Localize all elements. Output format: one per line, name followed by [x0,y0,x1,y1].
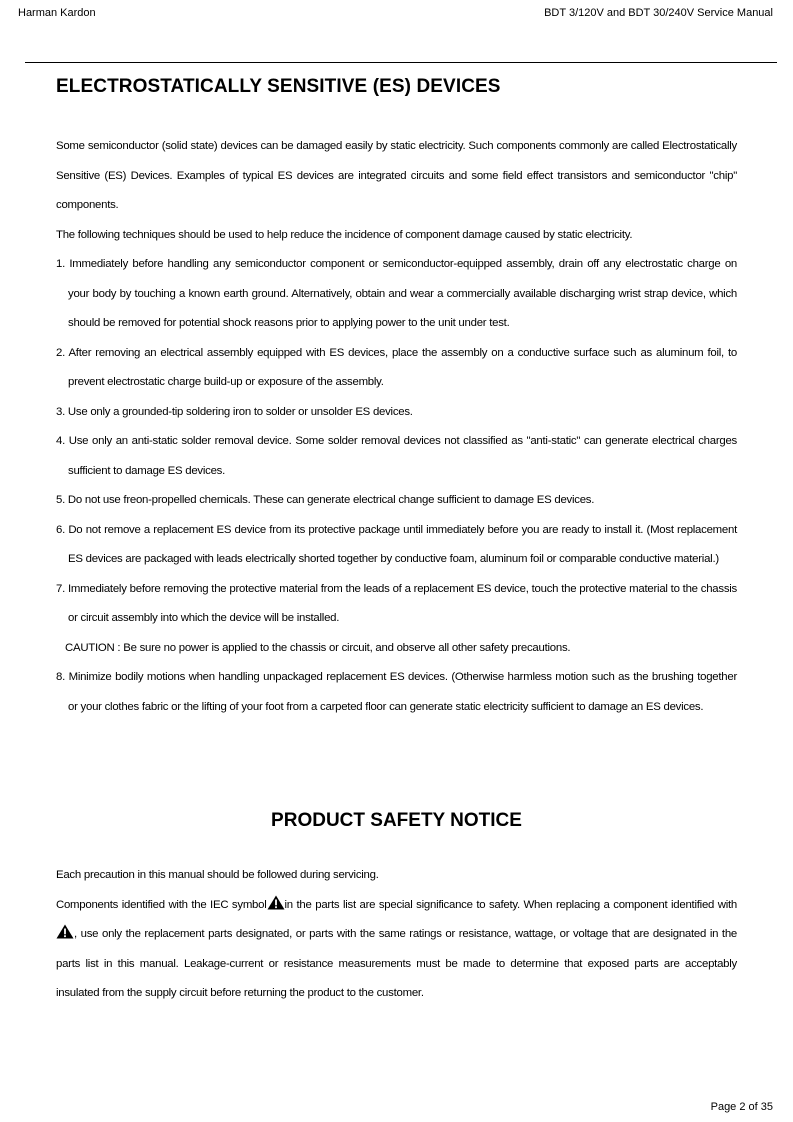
safety-components-paragraph [56,891,737,1009]
es-techniques-intro: The following techniques should be used to help reduce the incidence of component damage caused by static electricity. [56,228,633,241]
es-item-4 [56,427,737,486]
item-text: Immediately before handling any semiconductor component or semiconductor-equipped assembly, drain off any electrostatic charge on your body by touching a known earth ground. Alternatively, obtain and wear a commercially available discharging wrist strap device, which should be removed for potential shock reasons prior to applying power to the unit under test. [68,258,737,329]
components-text-c: , use only the replacement parts designated, or parts with the same ratings or resistance, wattage, or voltage that are designated in the parts list in this manual. Leakage-current or resistance measurements must be made to determine that exposed parts are acceptably insulated from the supply circuit before returning the product to the customer. [56,928,737,999]
header-document-title: BDT 3/120V and BDT 30/240V Service Manual [544,7,773,19]
es-item-7 [56,575,737,634]
item-text: Minimize bodily motions when handling unpackaged replacement ES devices. (Otherwise harmless motion such as the brushing together or your clothes fabric or the lifting of your foot from a carpeted floor can generate static electricity sufficient to damage an ES devices. [68,671,737,713]
es-item-6 [56,516,737,575]
es-section-body [56,132,737,722]
es-item-8 [56,663,737,722]
item-number: 8. [56,671,65,683]
item-number: 3. [56,405,65,418]
es-item-2 [56,339,737,398]
safety-section-body [56,861,737,1009]
item-text: Do not use freon-propelled chemicals. These can generate electrical change sufficient to damage ES devices. [67,494,595,506]
es-item-3 [56,398,737,428]
item-text: Do not remove a replacement ES device from its protective package until immediately before you are ready to install it. (Most replacement ES devices are packaged with leads electrically shorted together by conductive foam, aluminum foil or comparable conductive material.) [68,523,737,565]
components-text-a: Components identified with the IEC symbol [56,898,267,911]
item-number: 6. [56,523,65,536]
header-divider [25,62,777,63]
item-number: 7. [56,582,65,595]
caution-note: CAUTION : Be sure no power is applied to the chassis or circuit, and observe all other safety precautions. [65,641,571,654]
item-number: 5. [56,494,65,506]
es-item-1 [56,250,737,339]
header-brand: Harman Kardon [18,7,96,19]
warning-triangle-icon [56,924,74,939]
es-item-5 [56,486,737,516]
item-text: Immediately before removing the protective material from the leads of a replacement ES device, touch the protective material to the chassis or circuit assembly into which the device will be installed. [68,582,737,624]
page-number: Page 2 of 35 [710,1101,773,1113]
item-number: 4. [56,435,65,447]
safety-section-title: PRODUCT SAFETY NOTICE [271,810,522,831]
item-number: 1. [56,258,65,270]
components-text-b: in the parts list are special significance to safety. When replacing a component identified with [284,898,737,911]
item-text: Use only a grounded-tip soldering iron to solder or unsolder ES devices. [67,405,413,418]
item-number: 2. [56,346,65,359]
item-text: After removing an electrical assembly equipped with ES devices, place the assembly on a conductive surface such as aluminum foil, to prevent electrostatic charge build-up or exposure of the assembly. [68,346,737,388]
item-text: Use only an anti-static solder removal device. Some solder removal devices not classified as "anti-static" can generate electrical charges sufficient to damage ES devices. [68,435,737,477]
es-section-title: ELECTROSTATICALLY SENSITIVE (ES) DEVICES [56,76,501,97]
safety-precaution-line: Each precaution in this manual should be followed during servicing. [56,869,379,881]
warning-triangle-icon [267,895,285,910]
es-intro-paragraph: Some semiconductor (solid state) devices can be damaged easily by static electricity. Such components commonly are called Electrostatically Sensitive (ES) Devices. Examples of typical ES devices are integrated circuits and some field effect transistors and semiconductor "chip" components. [56,140,737,211]
